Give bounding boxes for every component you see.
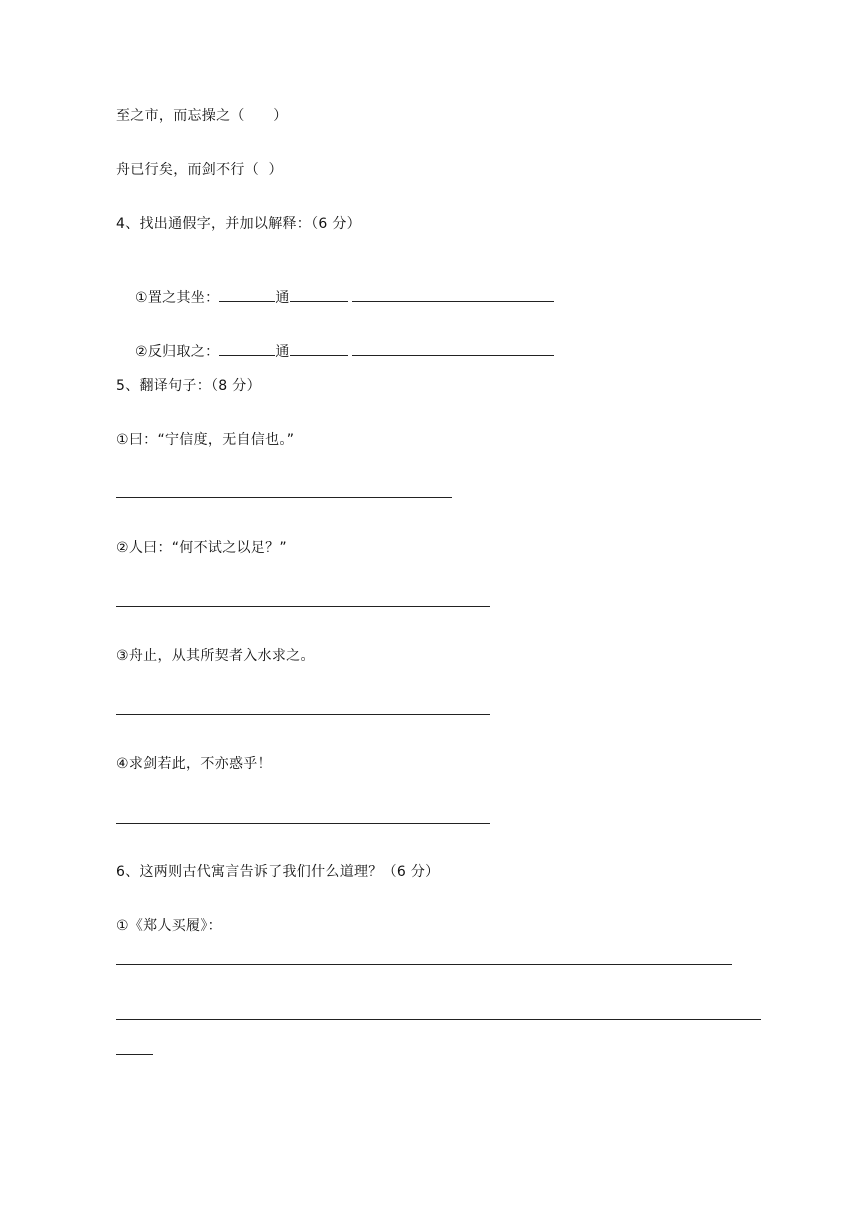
q5-item-1: ①曰：“宁信度，无自信也。” — [116, 432, 295, 448]
q5-item-3: ③舟止，从其所契者入水求之。 — [116, 648, 315, 664]
answer-blank[interactable] — [219, 341, 275, 356]
q6-title: 6、这两则古代寓言告诉了我们什么道理？（6 分） — [116, 864, 440, 880]
answer-line[interactable] — [116, 1054, 153, 1055]
q3-item-4: 舟已行矣，而剑不行（ ） — [116, 162, 283, 178]
answer-line[interactable] — [116, 714, 490, 715]
q4-item-2-label: ②反归取之： — [135, 344, 220, 360]
q5-item-2: ②人曰：“何不试之以足？” — [116, 540, 287, 556]
answer-blank[interactable] — [352, 341, 554, 356]
q5-title: 5、翻译句子：（8 分） — [116, 378, 261, 394]
q3-item-3: 至之市，而忘操之（ ） — [116, 108, 288, 124]
answer-line[interactable] — [116, 606, 490, 607]
tong-label: 通 — [275, 290, 290, 306]
answer-blank[interactable] — [352, 287, 554, 302]
answer-blank[interactable] — [219, 287, 275, 302]
answer-line[interactable] — [116, 823, 490, 824]
q4-item-1-label: ①置之其坐： — [135, 290, 220, 306]
answer-line[interactable] — [116, 964, 732, 965]
q4-item-2 — [116, 323, 554, 379]
q4-title: 4、找出通假字，并加以解释：（6 分） — [116, 216, 361, 232]
answer-line[interactable] — [116, 1019, 761, 1020]
answer-blank[interactable] — [290, 341, 348, 356]
answer-blank[interactable] — [290, 287, 348, 302]
q5-item-4: ④求剑若此，不亦惑乎！ — [116, 756, 272, 772]
q4-item-1 — [116, 269, 554, 325]
tong-label: 通 — [275, 344, 290, 360]
answer-line[interactable] — [116, 497, 452, 498]
q6-item-1: ①《郑人买履》： — [116, 918, 222, 934]
